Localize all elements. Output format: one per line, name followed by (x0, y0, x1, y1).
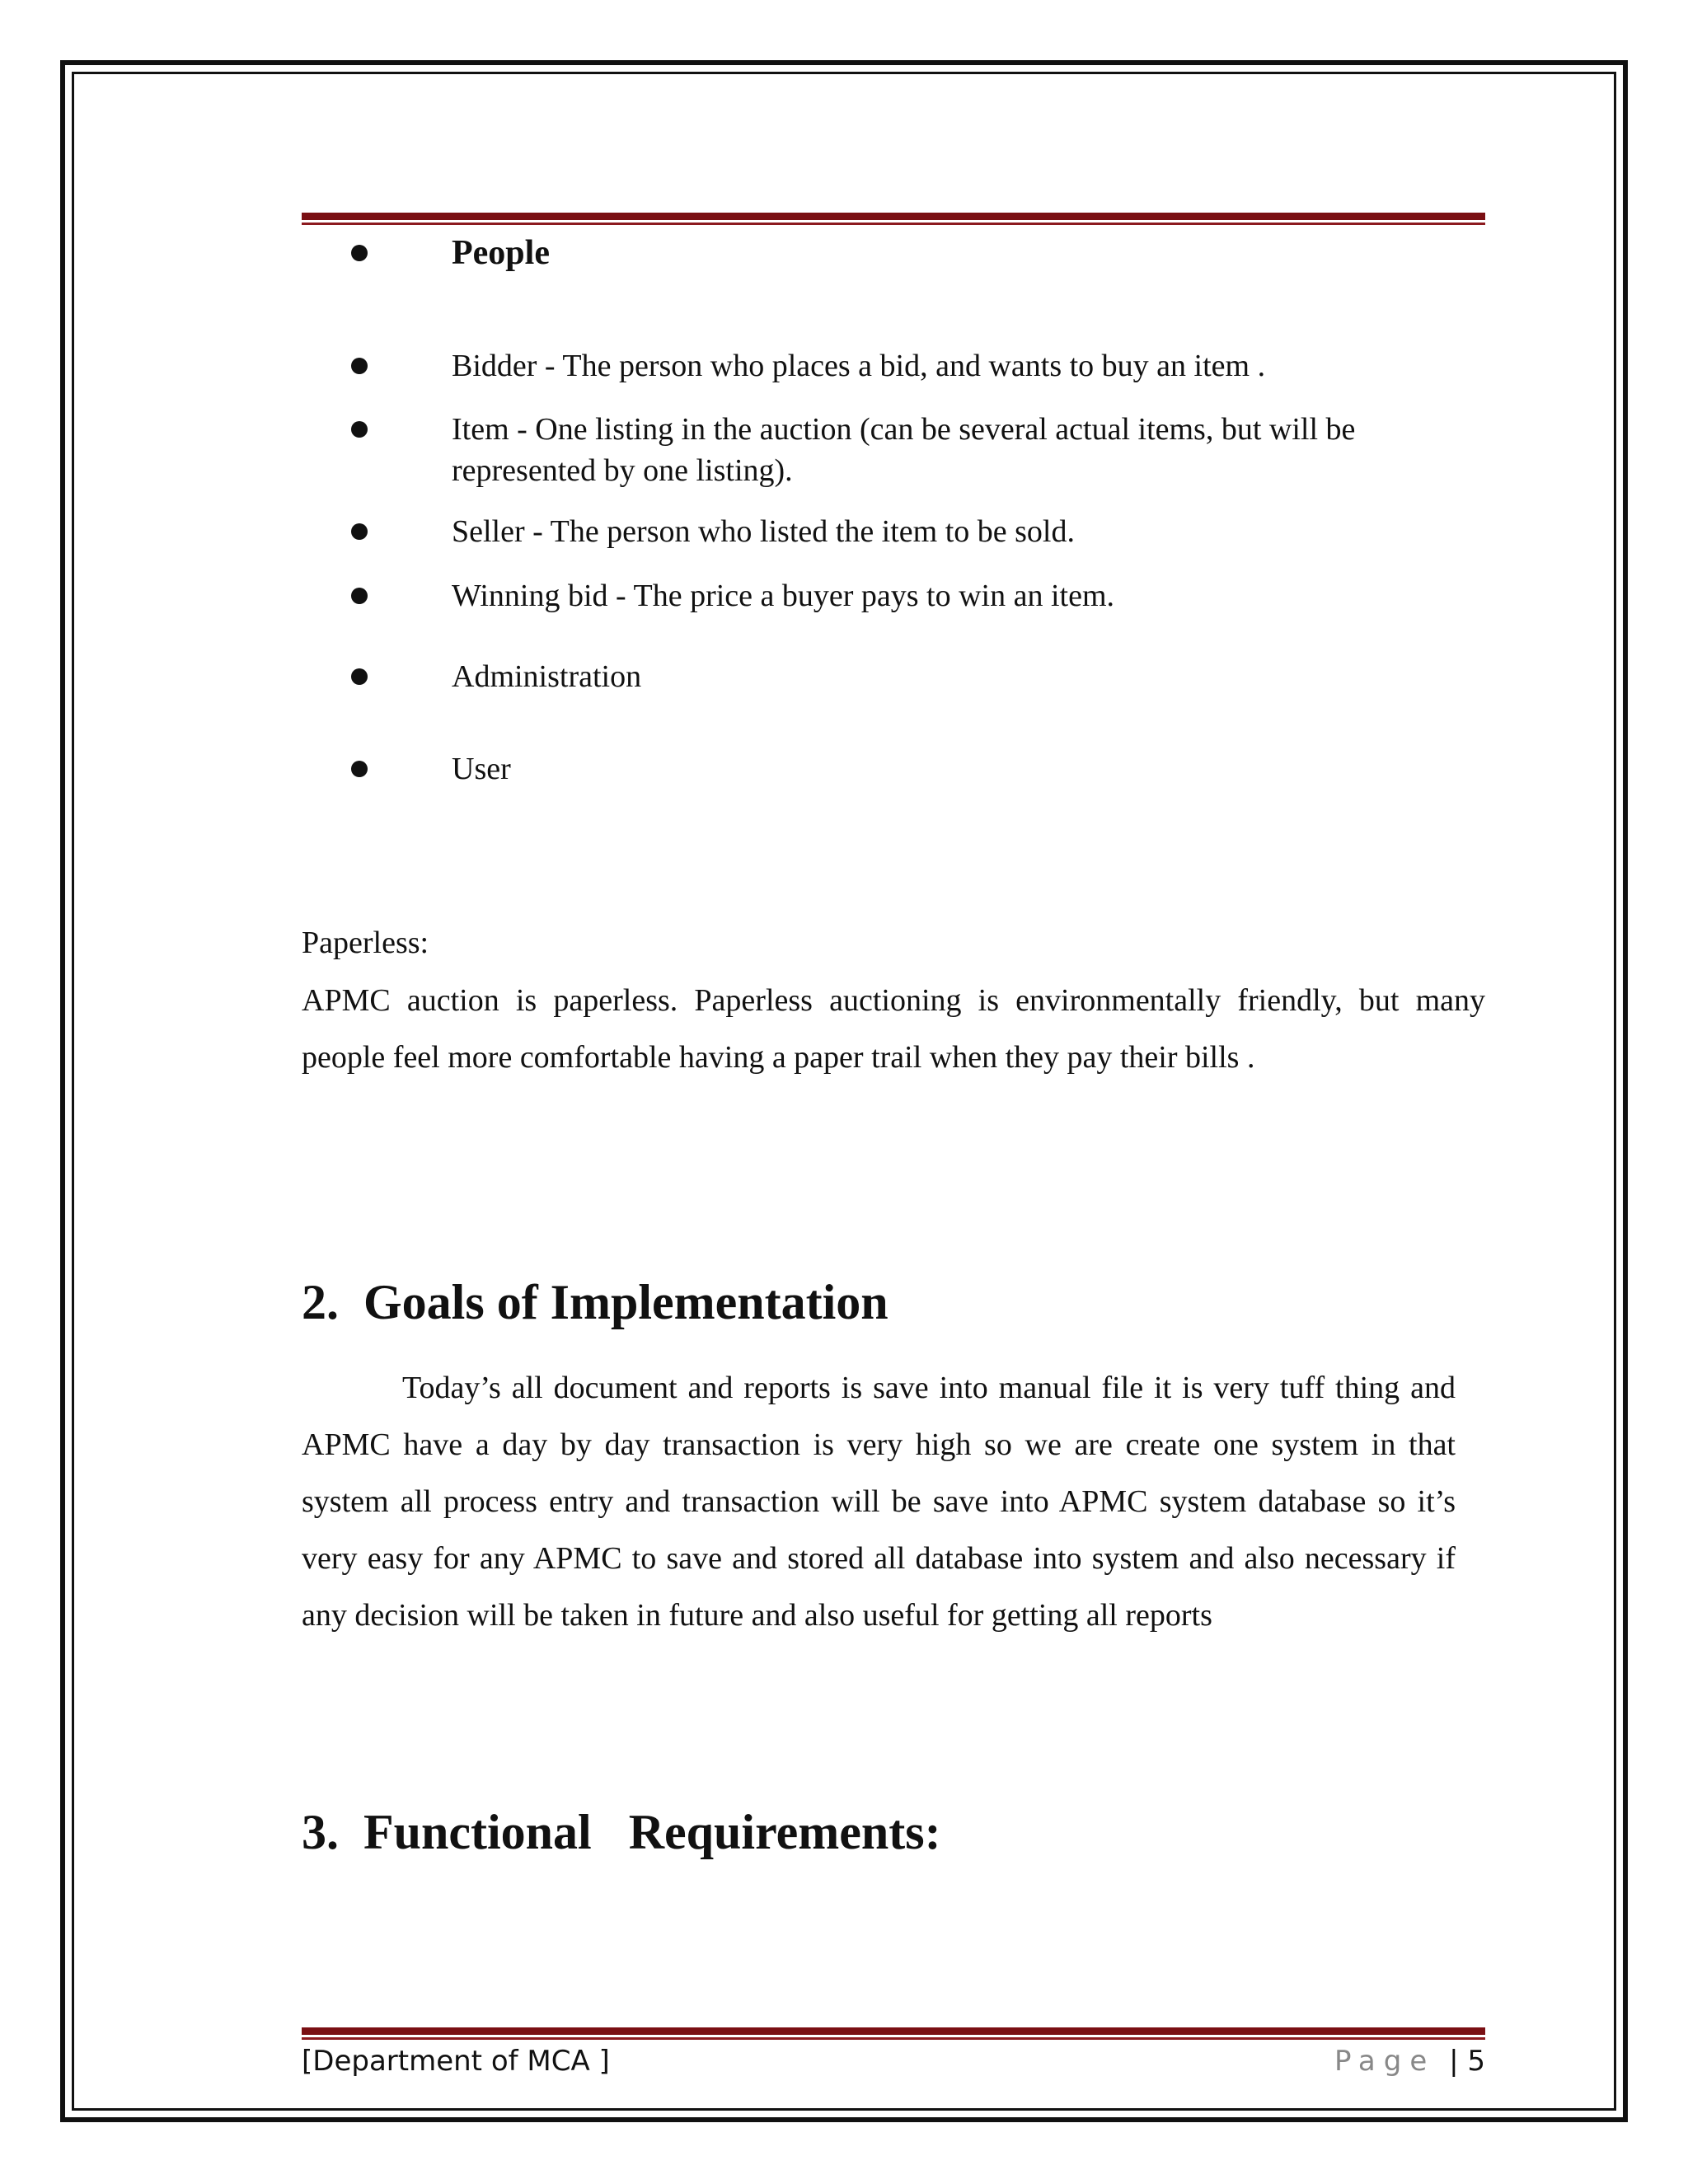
bullet-icon (351, 588, 368, 604)
footer-page (1334, 2041, 1485, 2082)
page-number: 5 (1467, 2045, 1485, 2078)
footer-rule (302, 2027, 1485, 2040)
list-item-text: Seller - The person who listed the item to be sold. (452, 514, 1075, 549)
page-label: Page (1334, 2045, 1436, 2078)
footer-department: [Department of MCA ] (302, 2045, 610, 2078)
list-item-text: User (452, 752, 511, 786)
page-separator: | (1449, 2045, 1459, 2078)
list-item-text: Administration (452, 659, 642, 694)
goals-body: Today’s all document and reports is save into manual file it is very tuff thing and APMC have a day by day transaction is very high so we are create one system in that system all process entry and transaction will be save into APMC system database so it’s very easy for any APMC to save and stored all database into system and also necessary if any decision will be taken in future and also useful for getting all reports (302, 1371, 1456, 1633)
bullet-icon (351, 421, 368, 438)
list-item-text: Winning bid - The price a buyer pays to win an item. (452, 579, 1115, 613)
header-rule-thick (302, 213, 1485, 220)
footer-rule-thin (302, 2037, 1485, 2040)
list-item-text: Bidder - The person who places a bid, and wants to buy an item . (452, 349, 1266, 383)
header-rule-thin (302, 223, 1485, 225)
bullet-icon (351, 523, 368, 540)
paperless-body: APMC auction is paperless. Paperless auctioning is environmentally friendly, but many people feel more comfortable having a paper trail when they pay their bills . (302, 983, 1485, 1075)
list-item-text: People (452, 234, 550, 272)
bullet-icon (351, 761, 368, 777)
bullet-icon (351, 668, 368, 685)
footer-rule-thick (302, 2027, 1485, 2035)
goals-heading: 2. Goals of Implementation (302, 1275, 889, 1329)
bullet-icon (351, 245, 368, 261)
functional-heading: 3. Functional Requirements: (302, 1805, 941, 1859)
paperless-label: Paperless: (302, 926, 429, 960)
bullet-icon (351, 358, 368, 374)
list-item-text: Item - One listing in the auction (can be several actual items, but will be represented by one listing). (452, 412, 1356, 488)
header-rule (302, 213, 1485, 225)
